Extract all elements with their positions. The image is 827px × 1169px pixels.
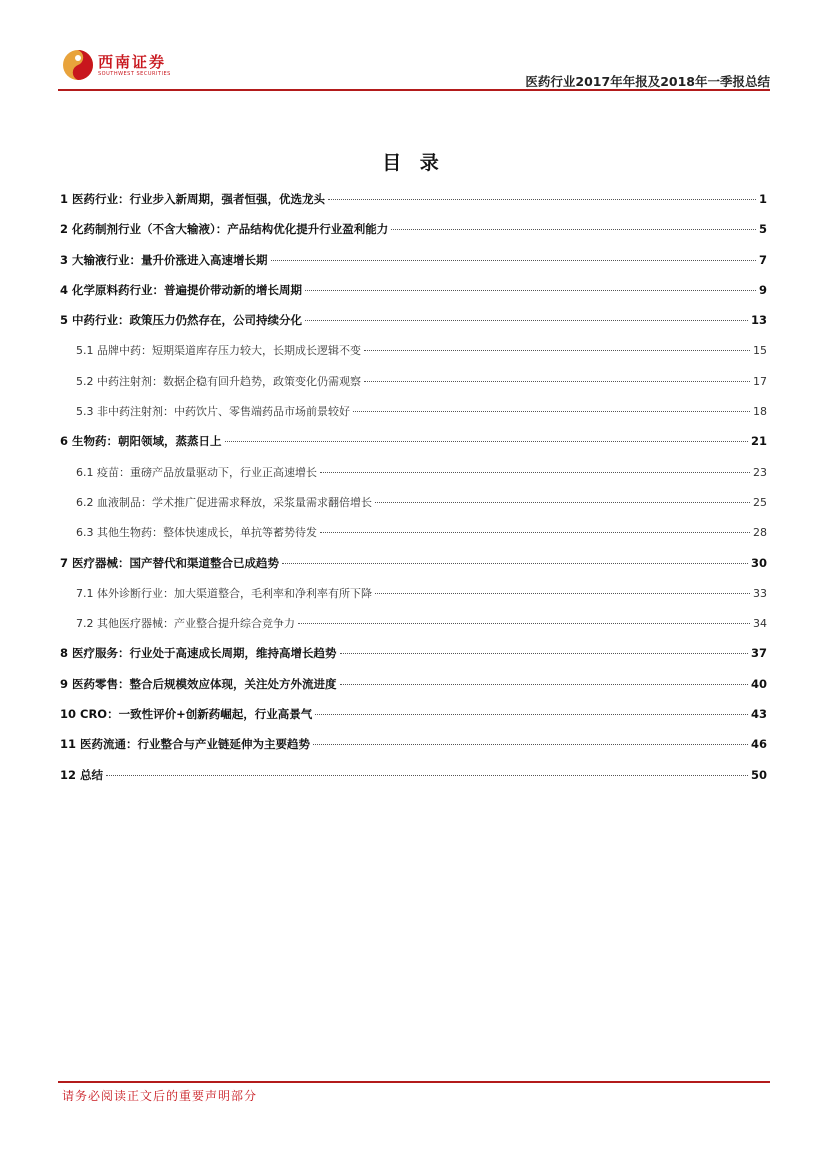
toc-title: 目 录 bbox=[382, 152, 445, 174]
toc-entry[interactable] bbox=[60, 767, 767, 797]
toc-entry-page: 21 bbox=[750, 434, 767, 449]
toc-entry-label: 3 大输液行业：量升价涨进入高速增长期 bbox=[60, 252, 268, 267]
toc-dot-leader bbox=[375, 502, 750, 503]
toc-entry-page: 13 bbox=[750, 313, 767, 328]
toc-entry[interactable] bbox=[60, 403, 767, 433]
toc-entry-page: 15 bbox=[753, 344, 767, 358]
toc-entry-label: 5 中药行业：政策压力仍然存在，公司持续分化 bbox=[60, 313, 303, 328]
toc-entry[interactable] bbox=[60, 676, 767, 706]
toc-entry[interactable] bbox=[60, 555, 767, 585]
toc-dot-leader bbox=[282, 563, 748, 564]
toc-entry[interactable] bbox=[60, 433, 767, 463]
toc-dot-leader bbox=[364, 381, 750, 382]
toc-dot-leader bbox=[225, 441, 748, 442]
toc-dot-leader bbox=[364, 350, 750, 351]
toc-dot-leader bbox=[305, 320, 748, 321]
toc-entry-label: 5.3 非中药注射剂：中药饮片、零售端药品市场前景较好 bbox=[76, 405, 350, 419]
toc-entry-label: 8 医疗服务：行业处于高速成长周期，维持高增长趋势 bbox=[60, 646, 337, 661]
toc-entry-page: 5 bbox=[758, 222, 767, 237]
toc-dot-leader bbox=[298, 623, 750, 624]
toc-entry[interactable] bbox=[60, 736, 767, 766]
brand-logo bbox=[62, 48, 202, 86]
toc-entry[interactable] bbox=[60, 645, 767, 675]
toc-dot-leader bbox=[328, 199, 756, 200]
toc-entry-page: 1 bbox=[758, 192, 767, 206]
page-header bbox=[58, 48, 770, 92]
toc-entry-label: 7 医疗器械：国产替代和渠道整合已成趋势 bbox=[60, 555, 280, 570]
toc-entry-label: 6.1 疫苗：重磅产品放量驱动下，行业正高速增长 bbox=[76, 465, 317, 479]
toc-dot-leader bbox=[305, 290, 756, 291]
toc-entry-page: 9 bbox=[758, 282, 767, 297]
brand-name-en: SOUTHWEST SECURITIES bbox=[98, 71, 171, 77]
toc-entry-page: 40 bbox=[750, 676, 767, 691]
toc-entry-page: 28 bbox=[753, 526, 767, 540]
toc-entry[interactable] bbox=[60, 312, 767, 342]
toc-dot-leader bbox=[320, 532, 750, 533]
toc-dot-leader bbox=[315, 714, 748, 715]
toc-dot-leader bbox=[340, 653, 748, 654]
table-of-contents bbox=[60, 191, 767, 797]
footer-divider bbox=[58, 1081, 770, 1083]
toc-entry-page: 7 bbox=[758, 252, 767, 267]
toc-entry-label: 6.3 其他生物药：整体快速成长，单抗等蓄势待发 bbox=[76, 526, 317, 540]
toc-dot-leader bbox=[353, 411, 750, 412]
header-divider bbox=[58, 89, 770, 91]
toc-entry[interactable] bbox=[60, 342, 767, 372]
toc-entry-label: 10 CRO：一致性评价+创新药崛起，行业高景气 bbox=[60, 707, 313, 722]
toc-dot-leader bbox=[391, 229, 756, 230]
toc-entry[interactable] bbox=[60, 615, 767, 645]
toc-entry-page: 37 bbox=[750, 646, 767, 661]
toc-entry-page: 23 bbox=[753, 465, 767, 479]
toc-entry-page: 25 bbox=[753, 495, 767, 509]
toc-entry[interactable] bbox=[60, 494, 767, 524]
toc-entry-label: 4 化学原料药行业：普遍提价带动新的增长周期 bbox=[60, 282, 303, 297]
brand-name-cn: 西南证券 bbox=[98, 53, 167, 71]
toc-entry[interactable] bbox=[60, 524, 767, 554]
toc-dot-leader bbox=[313, 744, 748, 745]
toc-entry-label: 7.1 体外诊断行业：加大渠道整合，毛利率和净利率有所下降 bbox=[76, 586, 372, 600]
toc-entry-label: 5.1 品牌中药：短期渠道库存压力较大，长期成长逻辑不变 bbox=[76, 344, 361, 358]
toc-entry-label: 11 医药流通：行业整合与产业链延伸为主要趋势 bbox=[60, 737, 311, 752]
toc-entry[interactable] bbox=[60, 373, 767, 403]
toc-entry-page: 17 bbox=[753, 374, 767, 388]
toc-entry-page: 18 bbox=[753, 405, 767, 419]
toc-entry[interactable] bbox=[60, 585, 767, 615]
toc-entry[interactable] bbox=[60, 706, 767, 736]
toc-entry[interactable] bbox=[60, 252, 767, 282]
brand-logo-icon bbox=[62, 48, 94, 82]
toc-entry-page: 43 bbox=[750, 707, 767, 722]
toc-entry-page: 33 bbox=[753, 586, 767, 600]
toc-entry-label: 5.2 中药注射剂：数据企稳有回升趋势，政策变化仍需观察 bbox=[76, 374, 361, 388]
toc-entry-label: 12 总结 bbox=[60, 767, 104, 782]
toc-entry-label: 6.2 血液制品：学术推广促进需求释放，采浆量需求翻倍增长 bbox=[76, 495, 372, 509]
toc-entry-page: 30 bbox=[750, 555, 767, 570]
toc-entry-label: 1 医药行业：行业步入新周期，强者恒强，优选龙头 bbox=[60, 192, 326, 206]
footer-notice: 请务必阅读正文后的重要声明部分 bbox=[62, 1089, 258, 1103]
toc-entry-page: 50 bbox=[750, 767, 767, 782]
toc-dot-leader bbox=[320, 472, 750, 473]
toc-dot-leader bbox=[106, 775, 748, 776]
toc-entry-page: 34 bbox=[753, 617, 767, 631]
toc-entry[interactable] bbox=[60, 221, 767, 251]
toc-entry-label: 6 生物药：朝阳领域，蒸蒸日上 bbox=[60, 434, 222, 449]
toc-entry-label: 7.2 其他医疗器械：产业整合提升综合竞争力 bbox=[76, 617, 295, 631]
toc-dot-leader bbox=[340, 684, 748, 685]
toc-entry-page: 46 bbox=[750, 737, 767, 752]
toc-entry-label: 2 化药制剂行业（不含大输液）：产品结构优化提升行业盈利能力 bbox=[60, 222, 389, 237]
toc-dot-leader bbox=[271, 260, 756, 261]
document-title: 医药行业2017年年报及2018年一季报总结 bbox=[525, 74, 770, 89]
toc-entry[interactable] bbox=[60, 282, 767, 312]
toc-dot-leader bbox=[375, 593, 750, 594]
toc-entry[interactable] bbox=[60, 464, 767, 494]
toc-entry[interactable] bbox=[60, 191, 767, 221]
toc-entry-label: 9 医药零售：整合后规模效应体现，关注处方外流进度 bbox=[60, 676, 337, 691]
